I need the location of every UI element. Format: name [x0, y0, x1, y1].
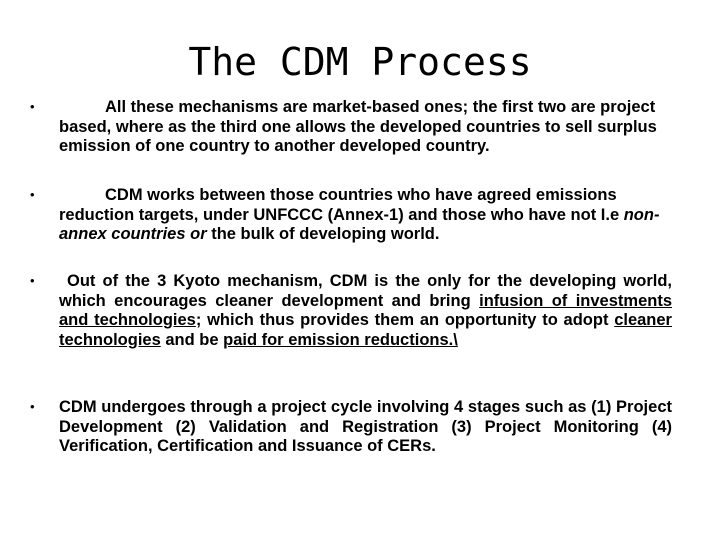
- bullet-text-2: [59, 186, 672, 245]
- bullet-item-1: [30, 98, 690, 157]
- bullet-3-underlined-a: infusion of investments and technologies: [59, 291, 673, 329]
- bullet-dot-icon: •: [30, 273, 35, 288]
- bullet-item-2: [30, 186, 690, 245]
- bullet-dot-icon: •: [30, 399, 35, 414]
- bullet-3-underlined-b: cleaner technologies: [59, 311, 672, 349]
- bullet-3-text-a: Out of the 3 Kyoto mechanism, CDM is the only for the developing world, which encourages cleaner development and bring: [59, 272, 672, 310]
- bullet-text-1: All these mechanisms are market-based ones; the first two are project based, where as the third one allows the developed countries to sell surplus emission of one country to another developed country.: [59, 98, 657, 155]
- bullet-2-text-b: the bulk of developing world.: [206, 225, 440, 243]
- bullet-3-text-c: and be: [160, 330, 224, 349]
- bullet-item-3: [30, 272, 690, 350]
- bullet-item-4: [30, 398, 690, 457]
- bullet-text-4: CDM undergoes through a project cycle involving 4 stages such as (1) Project Development (2) Validation and Registration (3) Project Monitoring (4) Verification, Certification and Issuance of CERs.: [59, 398, 672, 455]
- bullet-3-underlined-c: paid for emission reductions.\: [223, 330, 458, 349]
- bullet-3-text-b: ; which thus provides them an opportunity to adopt: [195, 311, 615, 329]
- bullet-2-italic-text: non-annex countries or: [59, 205, 660, 243]
- bullet-2-text-a: CDM works between those countries who have agreed emissions reduction targets, under UNFCCC (Annex-1) and those who have not I.e: [59, 186, 624, 224]
- bullet-dot-icon: •: [30, 187, 35, 202]
- bullet-dot-icon: •: [30, 99, 35, 114]
- bullet-text-3: [59, 272, 672, 350]
- page-title: The CDM Process: [188, 40, 532, 84]
